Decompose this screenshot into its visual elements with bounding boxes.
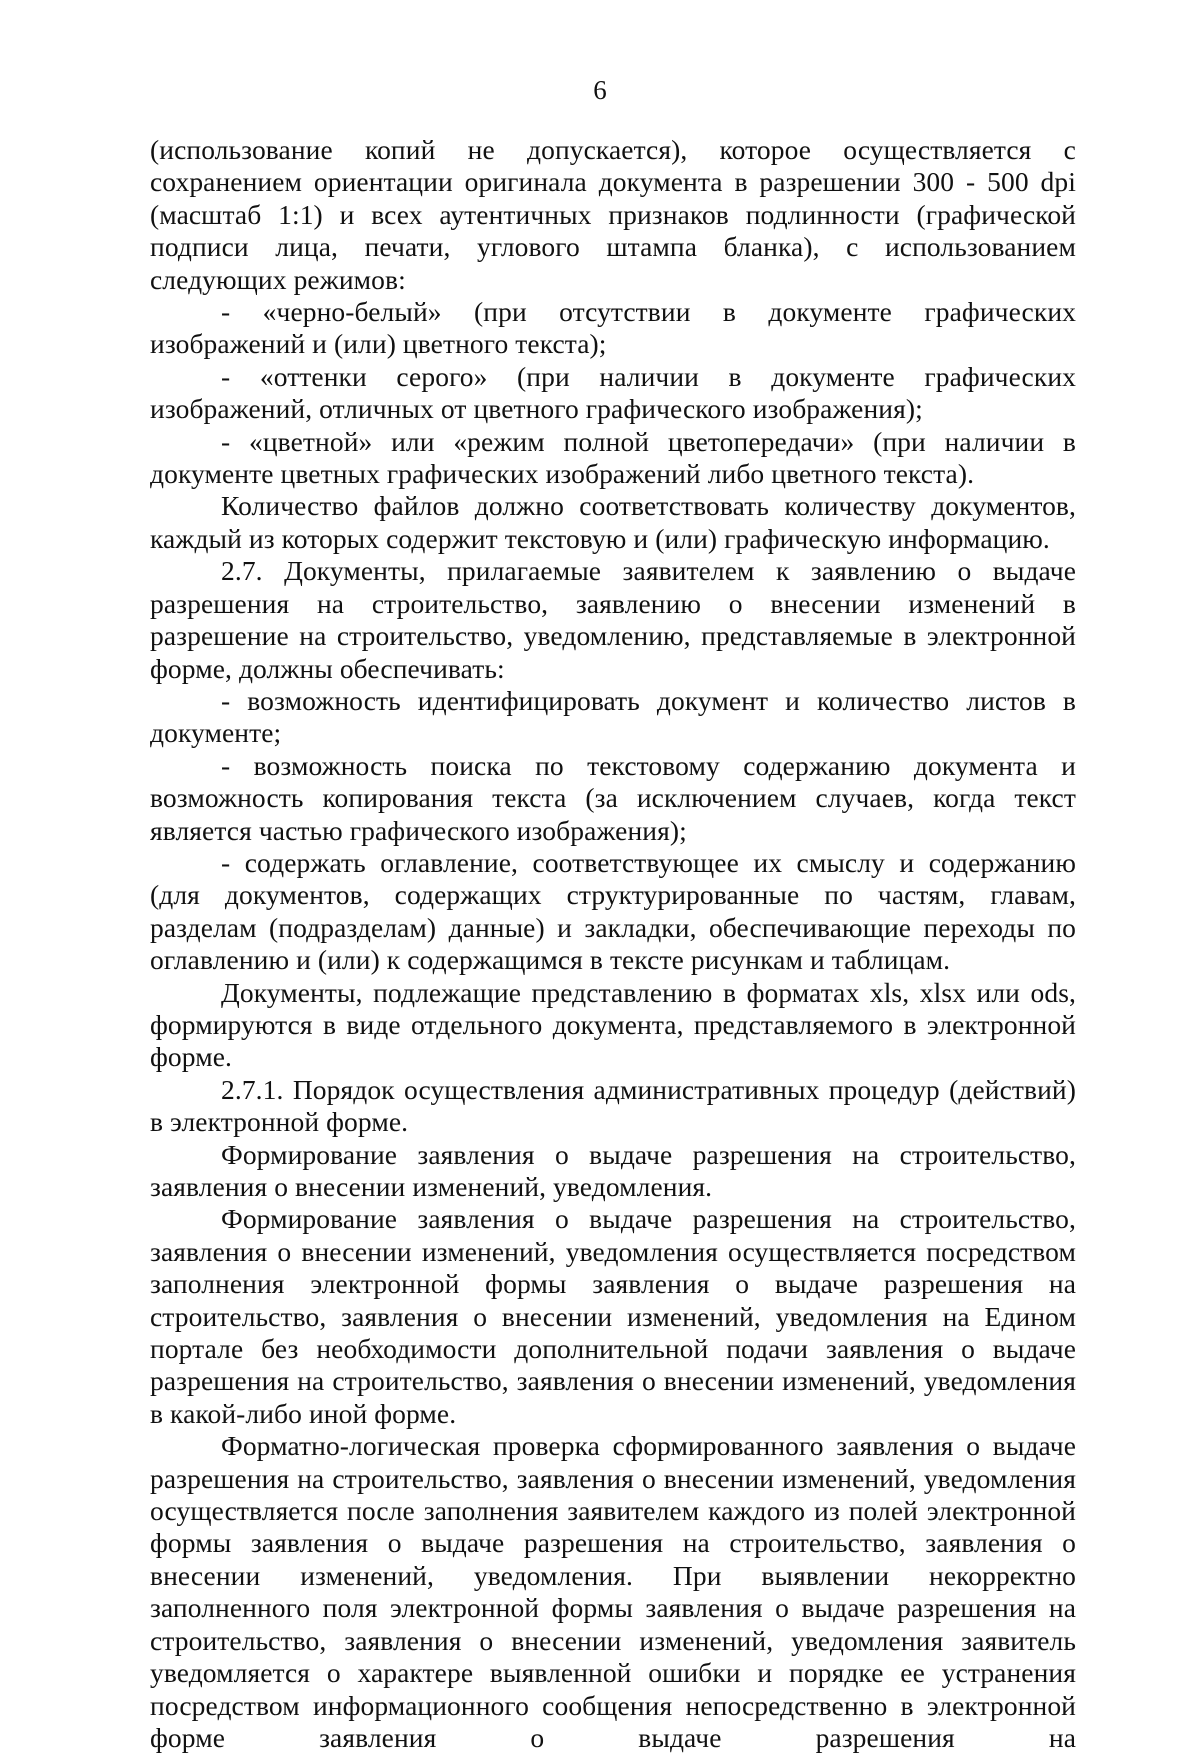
paragraph-format-check: Форматно-логическая проверка сформированного заявления о выдаче разрешения на строительство, заявления о внесении изменений, уведомления осуществляется после заполнения заявителем каждого из полей электронной формы заявления о выдаче разрешения на строительство, заявления о внесении изменений, уведомления. При выявлении некорректно заполненного поля электронной формы заявления о выдаче разрешения на строительство, заявления о внесении изменений, уведомления заявитель уведомляется о характере выявленной ошибки и порядке ее устранения посредством информационного сообщения непосредственно в электронной форме заявления о выдаче разрешения на — [150, 1430, 1076, 1753]
list-item-table-of-contents: - содержать оглавление, соответствующее их смыслу и содержанию (для документов, содержащих структурированные по частям, главам, разделам (подразделам) данные) и закладки, обеспечивающие переходы по оглавлению и (или) к содержащимся в тексте рисункам и таблицам. — [150, 846, 1076, 976]
list-item-identify-document: - возможность идентифицировать документ и количество листов в документе; — [150, 684, 1076, 749]
paragraph-form-filling: Формирование заявления о выдаче разрешения на строительство, заявления о внесении изменений, уведомления осуществляется посредством заполнения электронной формы заявления о выдаче разрешения на строительство, заявления о внесении изменений, уведомления на Едином портале без необходимости дополнительной подачи заявления о выдаче разрешения на строительство, заявления о внесении изменений, уведомления в какой-либо иной форме. — [150, 1203, 1076, 1429]
list-item-grayscale: - «оттенки серого» (при наличии в документе графических изображений, отличных от цветного графического изображения); — [150, 360, 1076, 425]
paragraph-section-2-7: 2.7. Документы, прилагаемые заявителем к заявлению о выдаче разрешения на строительство, заявлению о внесении изменений в разрешение на строительство, уведомлению, представляемые в электронной форме, должны обеспечивать: — [150, 555, 1076, 684]
page-number: 6 — [593, 75, 607, 105]
list-item-color: - «цветной» или «режим полной цветопередачи» (при наличии в документе цветных графических изображений либо цветного текста). — [150, 425, 1076, 490]
paragraph-form-heading: Формирование заявления о выдаче разрешения на строительство, заявления о внесении изменений, уведомления. — [150, 1138, 1076, 1202]
paragraph-section-2-7-1: 2.7.1. Порядок осуществления административных процедур (действий) в электронной форме. — [150, 1073, 1076, 1138]
paragraph-scan-requirements: (использование копий не допускается), которое осуществляется с сохранением ориентации оригинала документа в разрешении 300 - 500 dpi (масштаб 1:1) и всех аутентичных признаков подлинности (графической подписи лица, печати, углового штампа бланка), с использованием следующих режимов: — [150, 134, 1076, 295]
list-item-black-white: - «черно-белый» (при отсутствии в документе графических изображений и (или) цветного текста); — [150, 296, 1076, 360]
document-body — [150, 134, 1076, 1754]
paragraph-spreadsheet-formats: Документы, подлежащие представлению в форматах xls, xlsx или ods, формируются в виде отдельного документа, представляемого в электронной форме. — [150, 976, 1076, 1073]
paragraph-file-count: Количество файлов должно соответствовать количеству документов, каждый из которых содержит текстовую и (или) графическую информацию. — [150, 490, 1076, 554]
list-item-text-search: - возможность поиска по текстовому содержанию документа и возможность копирования текста (за исключением случаев, когда текст является частью графического изображения); — [150, 749, 1076, 846]
